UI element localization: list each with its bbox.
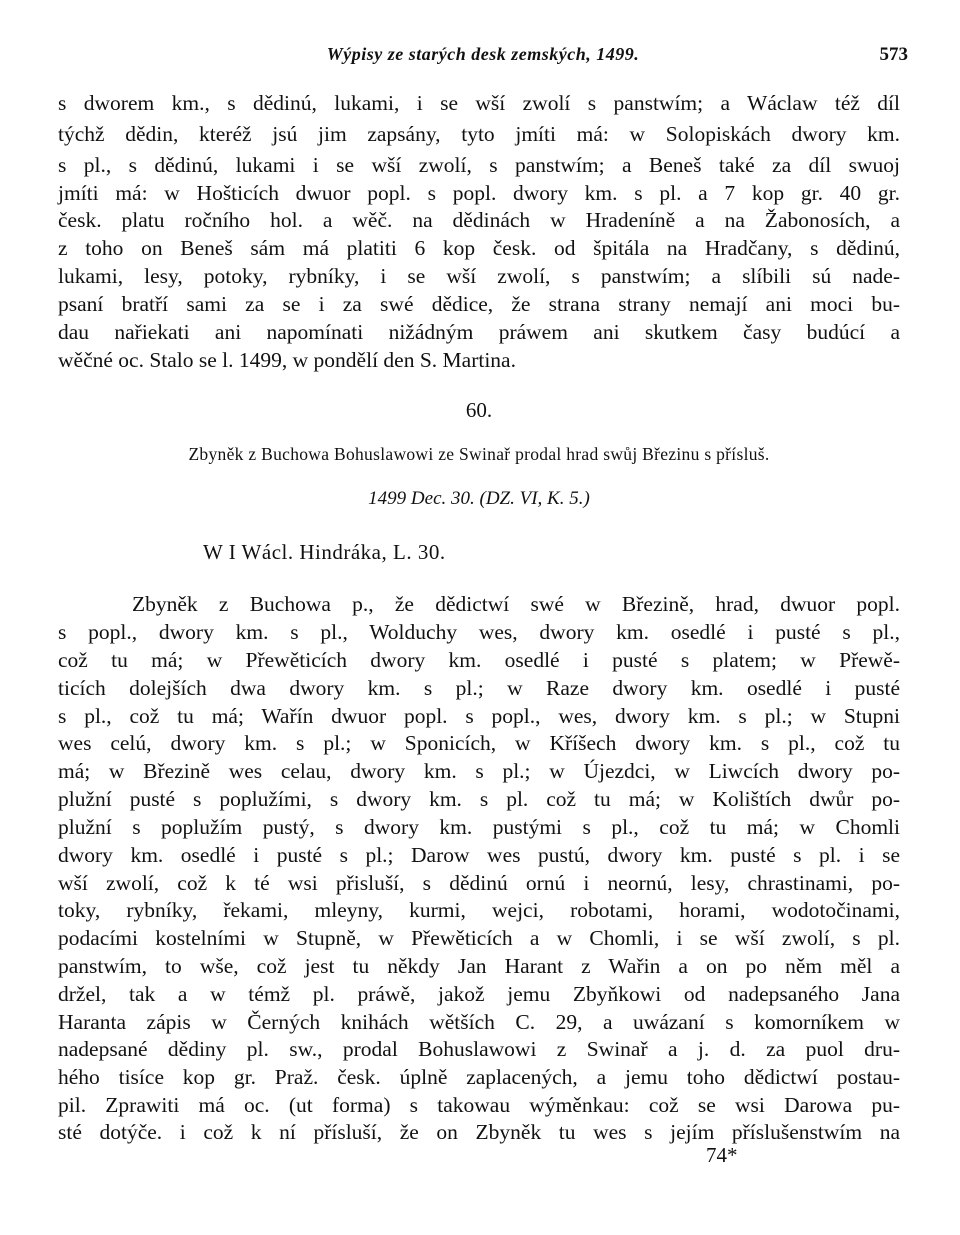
page-header (58, 44, 908, 74)
text-line: plužní pusté s poplužími, s dwory km. s pl. což tu má; w Kolištích dwůr po- (58, 787, 900, 811)
text-line: z toho on Beneš sám má platiti 6 kop česk. od špitála na Hradčany, s dědinú, (58, 236, 900, 260)
text-line: s pl., což tu má; Wařín dwuor popl. s popl., wes, dwory km. s pl.; w Stupni (58, 704, 900, 728)
text-line: má; w Březině wes celau, dwory km. s pl.; w Újezdci, w Liwcích dwory po- (58, 759, 900, 783)
entry-note: W I Wácl. Hindráka, L. 30. (203, 540, 446, 564)
text-line: psaní bratří sami za se i za swé dědice, že strana strany nemají ani moci bu- (58, 292, 900, 316)
text-line: hého tisíce kop gr. Praž. česk. úplně zaplacených, a jemu toho dědictwí postau- (58, 1065, 900, 1089)
text-line: Haranta zápis w Černých knihách wětších C. 29, a uwázaní s komorníkem w (58, 1010, 900, 1034)
text-line: plužní s poplužím pustý, s dwory km. pustými s pl., což tu má; w Chomli (58, 815, 900, 839)
text-line: týchž dědin, kteréž jsú jim zapsány, tyto jmíti má: w Solopiskách dwory km. (58, 122, 900, 146)
text-line: dau nařiekati ani napomínati nižádným práwem ani skutkem časy budúcí a (58, 320, 900, 344)
text-line: sté dotýče. i což k ní přísluší, že on Zbyněk tu wes s jejím příslušenstwím na (58, 1120, 900, 1144)
text-line: toky, rybníky, řekami, mleyny, kurmi, wejci, robotami, horami, wodotočinami, (58, 898, 900, 922)
text-line: česk. platu ročního hol. a wěč. na dědinách w Hradeníně a na Žabonosích, a (58, 208, 900, 232)
text-line: s pl., s dědinú, lukami i se wší zwolí, s panstwím; a Beneš také za díl swuoj (58, 153, 900, 177)
text-line: jmíti má: w Hošticích dwuor popl. s popl. dwory km. s pl. a 7 kop gr. 40 gr. (58, 181, 900, 205)
text-line: Zbyněk z Buchowa p., že dědictwí swé w Březině, hrad, dwuor popl. (132, 592, 900, 616)
text-line: dwory km. osedlé i pusté s pl.; Darow wes pustú, dwory km. pusté s pl. i se (58, 843, 900, 867)
entry-summary: Zbyněk z Buchowa Bohuslawowi ze Swinař prodal hrad swůj Březinu s přísluš. (188, 444, 770, 464)
text-line: s dworem km., s dědinú, lukami, i se wší zwolí s panstwím; a Wáclaw též díl (58, 91, 900, 115)
entry-date: 1499 Dec. 30. (DZ. VI, K. 5.) (368, 488, 590, 509)
signature-mark: 74* (706, 1143, 738, 1167)
text-line: což tu má; w Přewěticích dwory km. osedlé i pusté s platem; w Přewě- (58, 648, 900, 672)
text-line: s popl., dwory km. s pl., Wolduchy wes, dwory km. osedlé i pusté s pl., (58, 620, 900, 644)
text-line: panstwím, to wše, což jest tu někdy Jan Harant z Wařin a on po něm měl a (58, 954, 900, 978)
running-head: Wýpisy ze starých desk zemských, 1499. (326, 44, 640, 64)
text-line: podacími kostelními w Stupně, w Přewěticích a w Chomli, i se wší zwolí, s pl. (58, 926, 900, 950)
text-line: pil. Zprawiti má oc. (ut forma) s takowau wýměnkau: což se wsi Darowa pu- (58, 1093, 900, 1117)
text-line: nadepsané dědiny pl. sw., prodal Bohuslawowi z Swinař a j. d. za puol dru- (58, 1037, 900, 1061)
text-line: lukami, lesy, potoky, rybníky, i se wší zwolí, s panstwím; a slíbili sú nade- (58, 264, 900, 288)
text-line: wší zwolí, což k té wsi přisluší, s dědinú ornú i neornú, lesy, chrastinami, po- (58, 871, 900, 895)
page-number: 573 (879, 44, 908, 65)
text-line: držel, tak a w témž pl. práwě, jakož jemu Zbyňkowi od nadepsaného Jana (58, 982, 900, 1006)
text-line: ticích dolejších dwa dwory km. s pl.; w Raze dwory km. osedlé i pusté (58, 676, 900, 700)
entry-number: 60. (465, 398, 493, 422)
text-line: wěčné oc. Stalo se l. 1499, w pondělí den S. Martina. (58, 348, 516, 372)
text-line: wes celú, dwory km. s pl.; w Sponicích, w Kříšech dwory km. s pl., což tu (58, 731, 900, 755)
